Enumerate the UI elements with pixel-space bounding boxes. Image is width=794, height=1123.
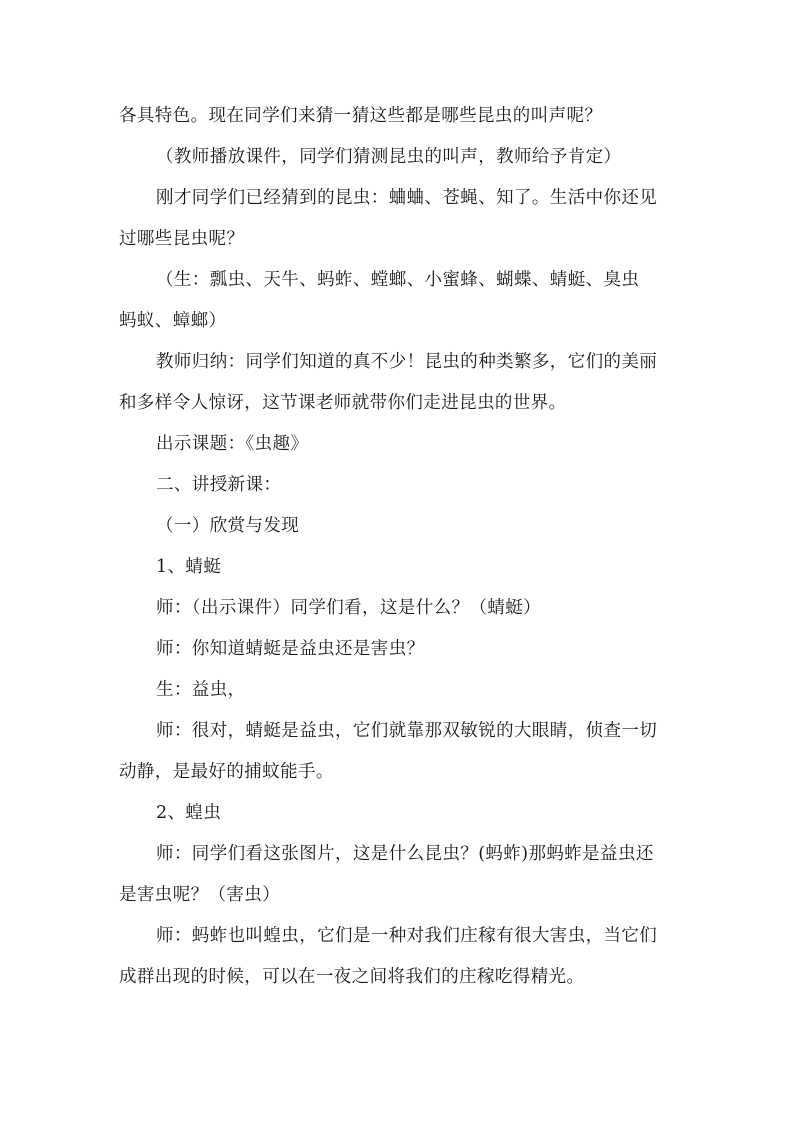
text-line: 动静，是最好的捕蚊能手。: [119, 762, 334, 782]
subsection-heading: （一）欣赏与发现: [156, 516, 300, 536]
text-line: 师：蚂蚱也叫蝗虫，它们是一种对我们庄稼有很大害虫，当它们: [156, 926, 658, 946]
text-line: 师：同学们看这张图片，这是什么昆虫？(蚂蚱)那蚂蚱是益虫还: [156, 844, 654, 864]
section-heading: 二、讲授新课：: [156, 475, 282, 495]
text-line: 出示课题：《虫趣》: [156, 434, 309, 454]
text-line: 是害虫呢？（害虫）: [119, 885, 281, 905]
text-line: 教师归纳：同学们知道的真不少！昆虫的种类繁多，它们的美丽: [156, 352, 658, 372]
text-line: 师：你知道蜻蜓是益虫还是害虫？: [156, 639, 425, 659]
text-line: 师：（出示课件）同学们看，这是什么？（蜻蜓）: [156, 598, 542, 618]
text-line: 和多样令人惊讶，这节课老师就带你们走进昆虫的世界。: [119, 393, 567, 413]
text-line: 蚂蚁、蟑螂）: [119, 311, 227, 331]
text-line: 师：很对，蜻蜓是益虫，它们就靠那双敏锐的大眼睛，侦查一切: [156, 721, 658, 741]
item-heading: 1、蜻蜓: [156, 557, 222, 577]
text-line: 各具特色。现在同学们来猜一猜这些都是哪些昆虫的叫声呢？: [119, 106, 603, 126]
text-line: 过哪些昆虫呢？: [119, 229, 245, 249]
document-body: [119, 96, 679, 998]
text-line: 成群出现的时候，可以在一夜之间将我们的庄稼吃得精光。: [119, 967, 585, 987]
text-line: 生：益虫，: [156, 680, 246, 700]
text-line: 刚才同学们已经猜到的昆虫：蛐蛐、苍蝇、知了。生活中你还见: [156, 188, 658, 208]
text-line: （教师播放课件，同学们猜测昆虫的叫声，教师给予肯定）: [156, 147, 622, 167]
text-line: （生：瓢虫、天牛、蚂蚱、螳螂、小蜜蜂、蝴蝶、蜻蜓、臭虫: [156, 270, 640, 290]
item-heading: 2、蝗虫: [156, 803, 222, 823]
